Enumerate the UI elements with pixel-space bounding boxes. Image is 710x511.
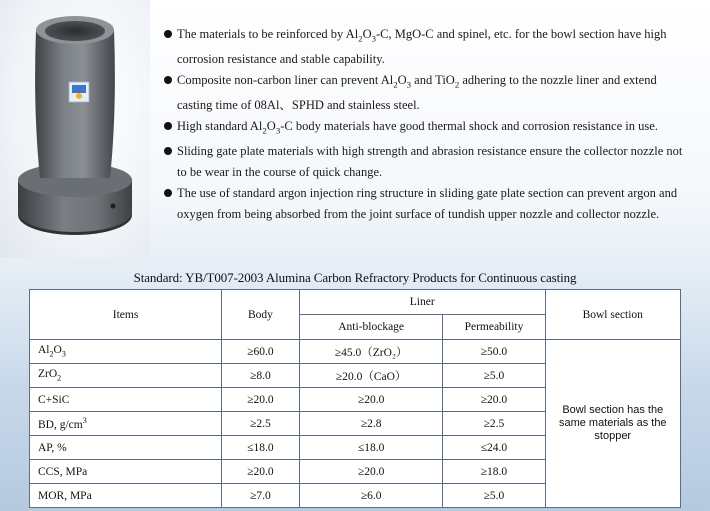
row-body-value: ≥20.0	[222, 388, 300, 412]
row-anti-value: ≥2.8	[299, 412, 443, 436]
row-anti-value: ≥20.0（CaO）	[299, 364, 443, 388]
header-body: Body	[222, 290, 300, 340]
header-anti-blockage: Anti-blockage	[299, 315, 443, 340]
row-item: ZrO$_2$	[30, 364, 222, 388]
row-body-value: ≥7.0	[222, 484, 300, 508]
spec-table-wrap	[29, 289, 681, 508]
row-body-value: ≥20.0	[222, 460, 300, 484]
header-items: Items	[30, 290, 222, 340]
row-perm-value: ≥5.0	[443, 484, 545, 508]
row-body-value: ≥2.5	[222, 412, 300, 436]
spec-table-body	[30, 340, 681, 508]
row-body-value: ≤18.0	[222, 436, 300, 460]
feature-bullet: Sliding gate plate materials with high strength and abrasion resistance ensure the collector nozzle not to be wear in the course of quick change.	[163, 141, 693, 183]
bowl-section-note: Bowl section has the same materials as the stopper	[545, 340, 680, 508]
row-body-value: ≥8.0	[222, 364, 300, 388]
product-photo	[0, 0, 150, 258]
row-perm-value: ≥5.0	[443, 364, 545, 388]
feature-bullet: The use of standard argon injection ring structure in sliding gate plate section can prevent argon and oxygen from being absorbed from the joint surface of tundish upper nozzle and collector nozzle.	[163, 183, 693, 225]
logo-icon	[69, 82, 89, 102]
row-perm-value: ≥2.5	[443, 412, 545, 436]
spec-table	[29, 289, 681, 508]
table-row	[30, 340, 681, 364]
standard-title: Standard: YB/T007-2003 Alumina Carbon Refractory Products for Continuous casting	[133, 270, 577, 285]
row-anti-value: ≥6.0	[299, 484, 443, 508]
row-anti-value: ≥45.0（ZrO₂）	[299, 340, 443, 364]
row-body-value: ≥60.0	[222, 340, 300, 364]
row-item: MOR, MPa	[30, 484, 222, 508]
header-bowl-section: Bowl section	[545, 290, 680, 340]
row-item: BD, $g/cm^3$	[30, 412, 222, 436]
row-item: C+SiC	[30, 388, 222, 412]
feature-bullet: High standard $Al_2O_3-C$ body materials have good thermal shock and corrosion resistance in use.	[163, 116, 693, 141]
row-perm-value: ≥50.0	[443, 340, 545, 364]
header-permeability: Permeability	[443, 315, 545, 340]
row-item: $Al_2O_3$	[30, 340, 222, 364]
header-liner: Liner	[299, 290, 545, 315]
row-perm-value: ≥20.0	[443, 388, 545, 412]
nozzle-image	[0, 0, 150, 258]
feature-bullet: The materials to be reinforced by $Al_2O_3-C$, MgO-C and spinel, etc. for the bowl section have high corrosion resistance and stable capability.	[163, 24, 693, 70]
row-anti-value: ≤18.0	[299, 436, 443, 460]
row-item: CCS, MPa	[30, 460, 222, 484]
row-perm-value: ≥18.0	[443, 460, 545, 484]
feature-list	[163, 24, 693, 225]
row-item: AP, %	[30, 436, 222, 460]
row-anti-value: ≥20.0	[299, 388, 443, 412]
row-anti-value: ≥20.0	[299, 460, 443, 484]
feature-bullet: Composite non-carbon liner can prevent $Al_2O_3$ and TiO$_2$ adhering to the nozzle liner and extend casting time of 08Al、SPHD and stainless steel.	[163, 70, 693, 116]
row-perm-value: ≤24.0	[443, 436, 545, 460]
